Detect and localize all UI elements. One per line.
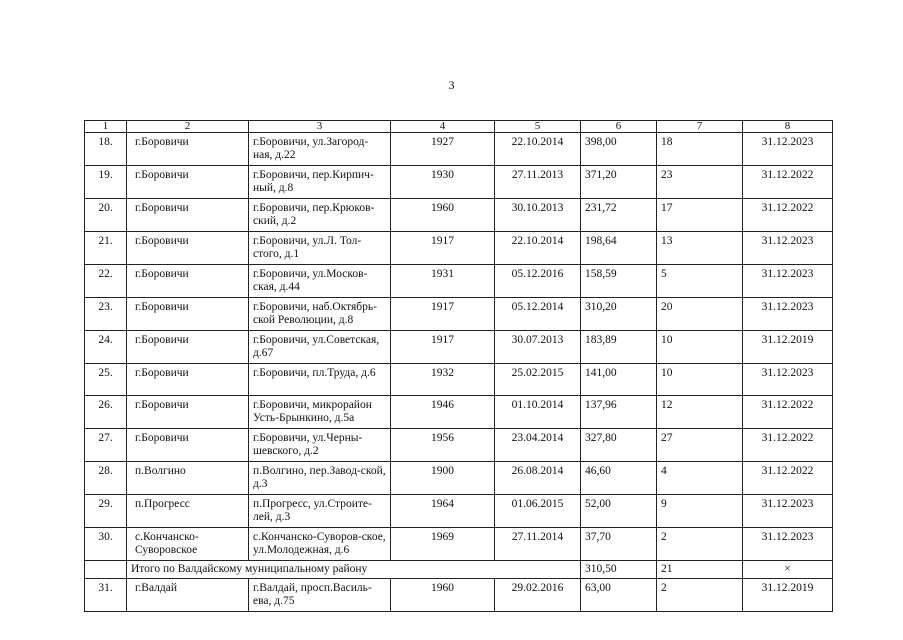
inspection-date-cell: 01.06.2015 [495, 495, 581, 528]
total-row [85, 561, 833, 579]
residents-cell: 13 [657, 232, 743, 265]
year-built-cell: 1964 [391, 495, 495, 528]
residents-cell: 2 [657, 579, 743, 612]
total-residents: 21 [657, 561, 743, 579]
row-number: 20. [85, 199, 127, 232]
deadline-cell: 31.12.2023 [743, 528, 833, 561]
year-built-cell: 1946 [391, 396, 495, 429]
deadline-cell: 31.12.2022 [743, 429, 833, 462]
area-cell: 231,72 [581, 199, 657, 232]
row-number: 25. [85, 364, 127, 396]
residents-cell: 27 [657, 429, 743, 462]
deadline-cell: 31.12.2022 [743, 199, 833, 232]
deadline-cell: 31.12.2023 [743, 133, 833, 166]
area-cell: 46,60 [581, 462, 657, 495]
total-empty-cell [85, 561, 127, 579]
inspection-date-cell: 22.10.2014 [495, 133, 581, 166]
deadline-cell: 31.12.2023 [743, 364, 833, 396]
table-row [85, 528, 833, 561]
inspection-date-cell: 22.10.2014 [495, 232, 581, 265]
column-header: 6 [581, 121, 657, 133]
year-built-cell: 1932 [391, 364, 495, 396]
page-number: 3 [448, 78, 455, 92]
address-cell: г.Боровичи, ул.Черны-шевского, д.2 [249, 429, 391, 462]
area-cell: 310,20 [581, 298, 657, 331]
locality-cell: г.Боровичи [127, 298, 249, 331]
residents-cell: 18 [657, 133, 743, 166]
housing-register-table [84, 120, 833, 612]
deadline-cell: 31.12.2022 [743, 166, 833, 199]
year-built-cell: 1956 [391, 429, 495, 462]
inspection-date-cell: 29.02.2016 [495, 579, 581, 612]
row-number: 27. [85, 429, 127, 462]
area-cell: 183,89 [581, 331, 657, 364]
inspection-date-cell: 30.10.2013 [495, 199, 581, 232]
year-built-cell: 1917 [391, 298, 495, 331]
table-row [85, 579, 833, 612]
deadline-cell: 31.12.2022 [743, 462, 833, 495]
address-cell: г.Валдай, просп.Василь-ева, д.75 [249, 579, 391, 612]
total-deadline: × [743, 561, 833, 579]
residents-cell: 5 [657, 265, 743, 298]
locality-cell: г.Боровичи [127, 199, 249, 232]
address-cell: г.Боровичи, пер.Кирпич-ный, д.8 [249, 166, 391, 199]
table-row [85, 232, 833, 265]
column-header: 4 [391, 121, 495, 133]
deadline-cell: 31.12.2019 [743, 331, 833, 364]
area-cell: 63,00 [581, 579, 657, 612]
address-cell: г.Боровичи, ул.Москов-ская, д.44 [249, 265, 391, 298]
address-cell: с.Кончанско-Суворов-ское, ул.Молодежная, д.6 [249, 528, 391, 561]
year-built-cell: 1930 [391, 166, 495, 199]
inspection-date-cell: 25.02.2015 [495, 364, 581, 396]
address-cell: г.Боровичи, ул.Советская, д.67 [249, 331, 391, 364]
locality-cell: г.Валдай [127, 579, 249, 612]
year-built-cell: 1960 [391, 579, 495, 612]
table-row [85, 396, 833, 429]
residents-cell: 10 [657, 331, 743, 364]
residents-cell: 2 [657, 528, 743, 561]
row-number: 26. [85, 396, 127, 429]
address-cell: г.Боровичи, пер.Крюков-ский, д.2 [249, 199, 391, 232]
residents-cell: 12 [657, 396, 743, 429]
column-header: 8 [743, 121, 833, 133]
address-cell: г.Боровичи, пл.Труда, д.6 [249, 364, 391, 396]
inspection-date-cell: 30.07.2013 [495, 331, 581, 364]
address-cell: г.Боровичи, микрорайон Усть-Брынкино, д.5а [249, 396, 391, 429]
area-cell: 158,59 [581, 265, 657, 298]
residents-cell: 4 [657, 462, 743, 495]
total-label: Итого по Валдайскому муниципальному району [127, 561, 581, 579]
residents-cell: 20 [657, 298, 743, 331]
deadline-cell: 31.12.2023 [743, 232, 833, 265]
inspection-date-cell: 01.10.2014 [495, 396, 581, 429]
year-built-cell: 1917 [391, 331, 495, 364]
total-area: 310,50 [581, 561, 657, 579]
residents-cell: 23 [657, 166, 743, 199]
table-row [85, 199, 833, 232]
area-cell: 52,00 [581, 495, 657, 528]
inspection-date-cell: 26.08.2014 [495, 462, 581, 495]
locality-cell: г.Боровичи [127, 396, 249, 429]
row-number: 28. [85, 462, 127, 495]
address-cell: п.Волгино, пер.Завод-ской, д.3 [249, 462, 391, 495]
column-header: 1 [85, 121, 127, 133]
residents-cell: 17 [657, 199, 743, 232]
table-row [85, 265, 833, 298]
address-cell: г.Боровичи, наб.Октябрь-ской Революции, д.8 [249, 298, 391, 331]
table-row [85, 133, 833, 166]
area-cell: 398,00 [581, 133, 657, 166]
locality-cell: г.Боровичи [127, 429, 249, 462]
deadline-cell: 31.12.2023 [743, 298, 833, 331]
locality-cell: г.Боровичи [127, 166, 249, 199]
row-number: 21. [85, 232, 127, 265]
header-row [85, 121, 833, 133]
year-built-cell: 1969 [391, 528, 495, 561]
residents-cell: 9 [657, 495, 743, 528]
residents-cell: 10 [657, 364, 743, 396]
row-number: 19. [85, 166, 127, 199]
row-number: 31. [85, 579, 127, 612]
deadline-cell: 31.12.2022 [743, 396, 833, 429]
year-built-cell: 1900 [391, 462, 495, 495]
locality-cell: г.Боровичи [127, 265, 249, 298]
table-row [85, 166, 833, 199]
inspection-date-cell: 23.04.2014 [495, 429, 581, 462]
deadline-cell: 31.12.2023 [743, 265, 833, 298]
inspection-date-cell: 05.12.2014 [495, 298, 581, 331]
area-cell: 37,70 [581, 528, 657, 561]
year-built-cell: 1917 [391, 232, 495, 265]
area-cell: 371,20 [581, 166, 657, 199]
row-number: 22. [85, 265, 127, 298]
table-row [85, 298, 833, 331]
year-built-cell: 1927 [391, 133, 495, 166]
table-row [85, 495, 833, 528]
column-header: 2 [127, 121, 249, 133]
area-cell: 137,96 [581, 396, 657, 429]
area-cell: 198,64 [581, 232, 657, 265]
inspection-date-cell: 27.11.2013 [495, 166, 581, 199]
table-row [85, 462, 833, 495]
locality-cell: г.Боровичи [127, 364, 249, 396]
row-number: 23. [85, 298, 127, 331]
row-number: 30. [85, 528, 127, 561]
locality-cell: г.Боровичи [127, 133, 249, 166]
locality-cell: с.Кончанско-Суворовское [127, 528, 249, 561]
table-row [85, 429, 833, 462]
row-number: 24. [85, 331, 127, 364]
year-built-cell: 1960 [391, 199, 495, 232]
table-row [85, 364, 833, 396]
locality-cell: г.Боровичи [127, 331, 249, 364]
address-cell: г.Боровичи, ул.Загород-ная, д.22 [249, 133, 391, 166]
locality-cell: г.Боровичи [127, 232, 249, 265]
year-built-cell: 1931 [391, 265, 495, 298]
area-cell: 141,00 [581, 364, 657, 396]
deadline-cell: 31.12.2023 [743, 495, 833, 528]
column-header: 3 [249, 121, 391, 133]
column-header: 7 [657, 121, 743, 133]
deadline-cell: 31.12.2019 [743, 579, 833, 612]
row-number: 18. [85, 133, 127, 166]
locality-cell: п.Прогресс [127, 495, 249, 528]
area-cell: 327,80 [581, 429, 657, 462]
address-cell: п.Прогресс, ул.Строите-лей, д.3 [249, 495, 391, 528]
row-number: 29. [85, 495, 127, 528]
inspection-date-cell: 27.11.2014 [495, 528, 581, 561]
table-row [85, 331, 833, 364]
address-cell: г.Боровичи, ул.Л. Тол-стого, д.1 [249, 232, 391, 265]
locality-cell: п.Волгино [127, 462, 249, 495]
column-header: 5 [495, 121, 581, 133]
inspection-date-cell: 05.12.2016 [495, 265, 581, 298]
